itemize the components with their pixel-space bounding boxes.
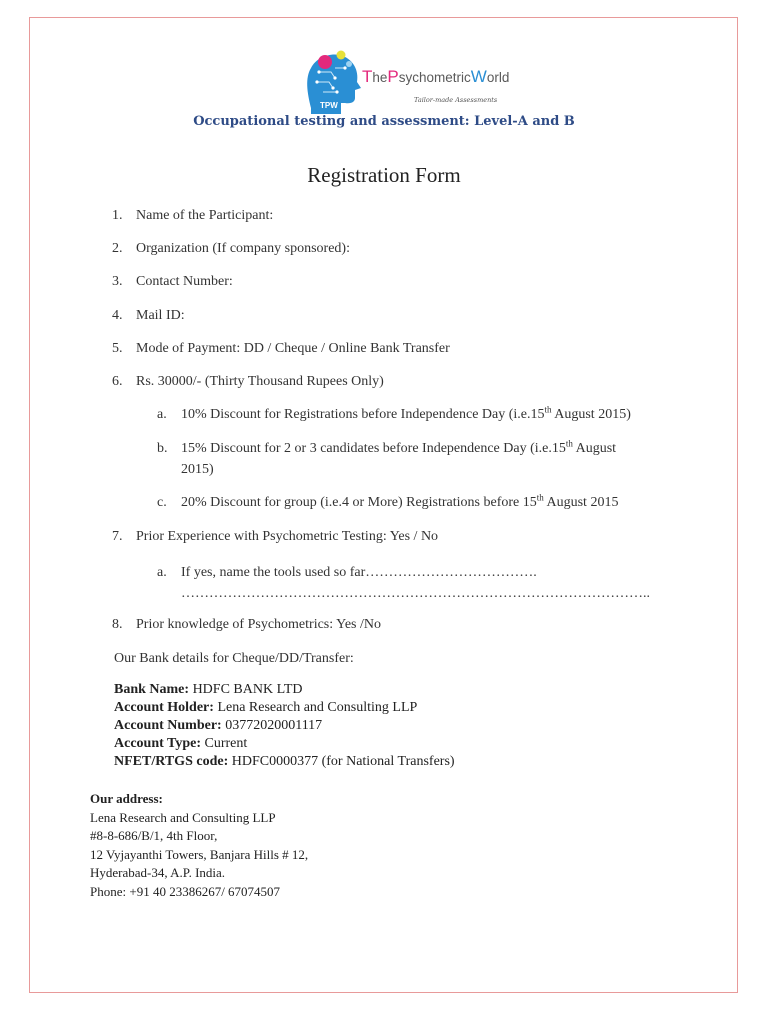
prior-knowledge-field: Prior knowledge of Psychometrics: Yes /No — [136, 617, 381, 632]
sub-item-letter: a. — [157, 565, 167, 580]
address-line: 12 Vyjayanthi Towers, Banjara Hills # 12, — [90, 846, 309, 862]
document-subtitle: Occupational testing and assessment: Level-A and B — [193, 114, 575, 129]
item-number: 5. — [112, 341, 123, 356]
item-number: 8. — [112, 617, 123, 632]
bank-details — [114, 681, 455, 771]
address-heading: Our address: — [90, 791, 163, 806]
item-number: 3. — [112, 274, 123, 289]
logo-tagline: Tailor-made Assessments — [414, 96, 498, 104]
mail-id-field: Mail ID: — [136, 308, 185, 323]
prior-experience-field: Prior Experience with Psychometric Testing: Yes / No — [136, 529, 439, 544]
item-number: 1. — [112, 208, 123, 223]
item-number: 7. — [112, 529, 123, 544]
organization-field: Organization (If company sponsored): — [136, 241, 350, 256]
discount-text-continued: 2015) — [181, 462, 214, 477]
account-number-line: Account Number: 03772020001117 — [114, 718, 323, 733]
rtgs-code-line: NFET/RTGS code: HDFC0000377 (for National Transfers) — [114, 754, 455, 769]
item-number: 2. — [112, 241, 123, 256]
address-line: Lena Research and Consulting LLP — [90, 809, 276, 825]
address-block — [90, 790, 308, 901]
fee-amount: Rs. 30000/- (Thirty Thousand Rupees Only) — [136, 374, 384, 389]
item-number: 6. — [112, 374, 123, 389]
logo-badge: TPW — [320, 101, 338, 110]
contact-number-field: Contact Number: — [136, 274, 233, 289]
form-title: Registration Form — [307, 163, 461, 187]
tools-used-field: If yes, name the tools used so far………………………………. — [181, 565, 537, 580]
sub-item-letter: b. — [157, 441, 168, 456]
account-holder-line: Account Holder: Lena Research and Consulting LLP — [114, 700, 418, 715]
participant-name-field: Name of the Participant: — [136, 208, 274, 223]
account-type-line: Account Type: Current — [114, 736, 248, 751]
phone-line: Phone: +91 40 23386267/ 67074507 — [90, 883, 281, 899]
sub-item-letter: a. — [157, 407, 167, 422]
address-line: #8-8-686/B/1, 4th Floor, — [90, 828, 218, 843]
payment-mode-field: Mode of Payment: DD / Cheque / Online Bank Transfer — [136, 341, 450, 356]
discount-text: 15% Discount for 2 or 3 candidates before Independence Day (i.e.15th August — [181, 438, 617, 456]
address-line: Hyderabad-34, A.P. India. — [90, 865, 226, 880]
discount-text: 20% Discount for group (i.e.4 or More) Registrations before 15th August 2015 — [181, 492, 619, 510]
logo-wordmark: ThePsychometricWorld — [362, 67, 510, 86]
tools-used-dotted-line: ……………………………………………………………………………………….. — [181, 586, 650, 601]
bank-name-line: Bank Name: HDFC BANK LTD — [114, 682, 303, 697]
sub-item-letter: c. — [157, 495, 167, 510]
item-number: 4. — [112, 308, 123, 323]
discount-text: 10% Discount for Registrations before Independence Day (i.e.15th August 2015) — [181, 404, 631, 422]
